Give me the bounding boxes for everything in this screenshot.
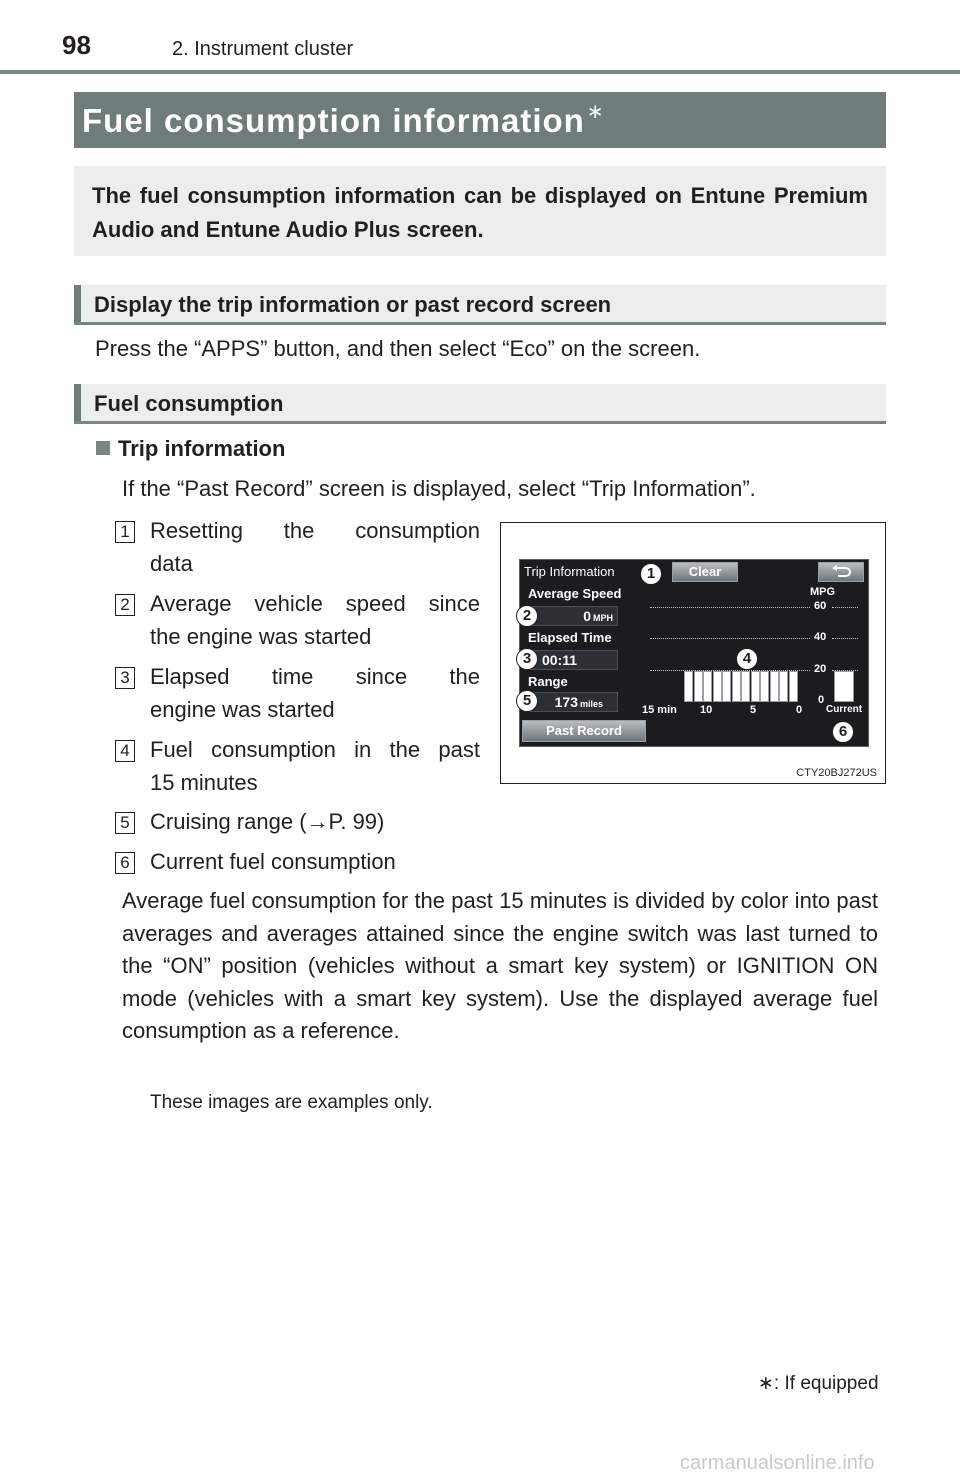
y-tick-20: 20 (814, 663, 827, 675)
title-band (74, 92, 886, 148)
past-fuel-bar (684, 671, 693, 702)
range-field (524, 692, 618, 712)
average-speed-value: 0 (583, 608, 591, 624)
past-fuel-bar (703, 671, 712, 702)
past-fuel-bar (722, 671, 731, 702)
past-fuel-bar (760, 671, 769, 702)
callout-badge-5: 5 (516, 690, 538, 712)
page-title: Fuel consumption information ∗ (82, 101, 605, 139)
section-display-trip-body: Press the “APPS” button, and then select “Eco” on the screen. (95, 336, 701, 361)
examples-note: These images are examples only. (150, 1092, 433, 1113)
current-label: Current (826, 704, 863, 715)
page-number: 98 (62, 30, 91, 60)
section-fuel-consumption (74, 384, 886, 424)
gridline-40-right (832, 638, 858, 639)
current-fuel-bar (834, 671, 854, 702)
intro-text: The fuel consumption information can be displayed on Entune Premium Audio and Entune Audio Plus screen. (92, 183, 868, 242)
x-tick-5: 5 (750, 704, 757, 716)
average-speed-field (524, 606, 618, 626)
item-3-text: Elapsed time since the engine was started (150, 664, 480, 722)
square-bullet-icon (96, 441, 110, 455)
sub-body-trip-information: If the “Past Record” screen is displayed, select “Trip Information”. (122, 476, 756, 501)
back-arrow-icon (830, 565, 852, 579)
figure-caption: CTY20BJ272US (796, 767, 877, 779)
average-speed-label: Average Speed (528, 586, 622, 601)
item-number-2: 2 (115, 594, 135, 616)
average-speed-unit: MPH (593, 613, 613, 623)
item-number-4: 4 (115, 740, 135, 762)
past-fuel-bar (789, 671, 798, 702)
sub-heading-trip-information: Trip information (96, 432, 285, 465)
range-unit: miles (579, 699, 603, 709)
past-fuel-bar (741, 671, 750, 702)
section-display-trip (74, 285, 886, 325)
y-tick-0: 0 (818, 694, 825, 706)
past-fuel-bar (713, 671, 722, 702)
footnote-mark: ∗ (758, 1373, 774, 1394)
item-6-text: Current fuel consumption (150, 849, 396, 874)
callout-badge-3: 3 (516, 648, 538, 670)
item-2-text: Average vehicle speed since the engine was started (150, 591, 480, 649)
item-number-3: 3 (115, 667, 135, 689)
trip-information-screen (519, 559, 869, 747)
item-number-1: 1 (115, 521, 135, 543)
header-rule (0, 70, 960, 74)
trip-information-figure (500, 522, 886, 784)
mpg-unit-label: MPG (810, 586, 836, 598)
fuel-consumption-paragraph: Average fuel consumption for the past 15 minutes is divided by color into past averages and averages attained since the engine switch was last turned to the “ON” position (vehicles without a smart key system) or IGNITION ON mode (vehicles with a smart key system). Use the displayed average fuel consumption as a reference. (122, 888, 878, 1043)
range-label: Range (528, 674, 568, 689)
item-5-text: Cruising range (→P. 99) (150, 809, 385, 834)
item-number-5: 5 (115, 812, 135, 834)
gridline-60-right (832, 607, 858, 608)
elapsed-time-value: 00:11 (524, 650, 618, 670)
gridline-60 (650, 607, 810, 608)
x-tick-15min: 15 min (642, 704, 677, 716)
watermark: carmanualsonline.info (680, 1452, 875, 1474)
gridline-40 (650, 638, 810, 639)
clear-button[interactable]: Clear (672, 562, 738, 582)
callout-badge-2: 2 (516, 605, 538, 627)
item-4-text: Fuel consumption in the past 15 minutes (150, 737, 480, 795)
past-record-button[interactable]: Past Record (522, 720, 646, 742)
equipped-mark: ∗ (586, 101, 605, 123)
past-fuel-bar (694, 671, 703, 702)
footnote-text: : If equipped (773, 1373, 879, 1394)
screen-title: Trip Information (524, 564, 615, 579)
item-1-text: Resetting the consumption data (150, 518, 480, 576)
past-fuel-bar (751, 671, 760, 702)
back-button[interactable] (818, 562, 864, 582)
callout-badge-4: 4 (736, 648, 758, 670)
chapter-title: 2. Instrument cluster (172, 38, 354, 60)
past-fuel-bar (732, 671, 741, 702)
footnote (758, 1372, 879, 1395)
section-display-trip-label: Display the trip information or past record screen (94, 292, 612, 317)
y-tick-40: 40 (814, 631, 827, 643)
item-number-6: 6 (115, 852, 135, 874)
past-fuel-bar (779, 671, 788, 702)
range-value: 173 (554, 694, 578, 710)
y-tick-60: 60 (814, 600, 827, 612)
x-tick-10: 10 (700, 704, 713, 716)
callout-badge-6: 6 (832, 721, 854, 743)
section-fuel-consumption-label: Fuel consumption (94, 391, 284, 416)
x-tick-0: 0 (796, 704, 803, 716)
callout-badge-1: 1 (640, 563, 662, 585)
intro-box (74, 166, 886, 256)
elapsed-time-label: Elapsed Time (528, 630, 612, 645)
past-fuel-bar (770, 671, 779, 702)
